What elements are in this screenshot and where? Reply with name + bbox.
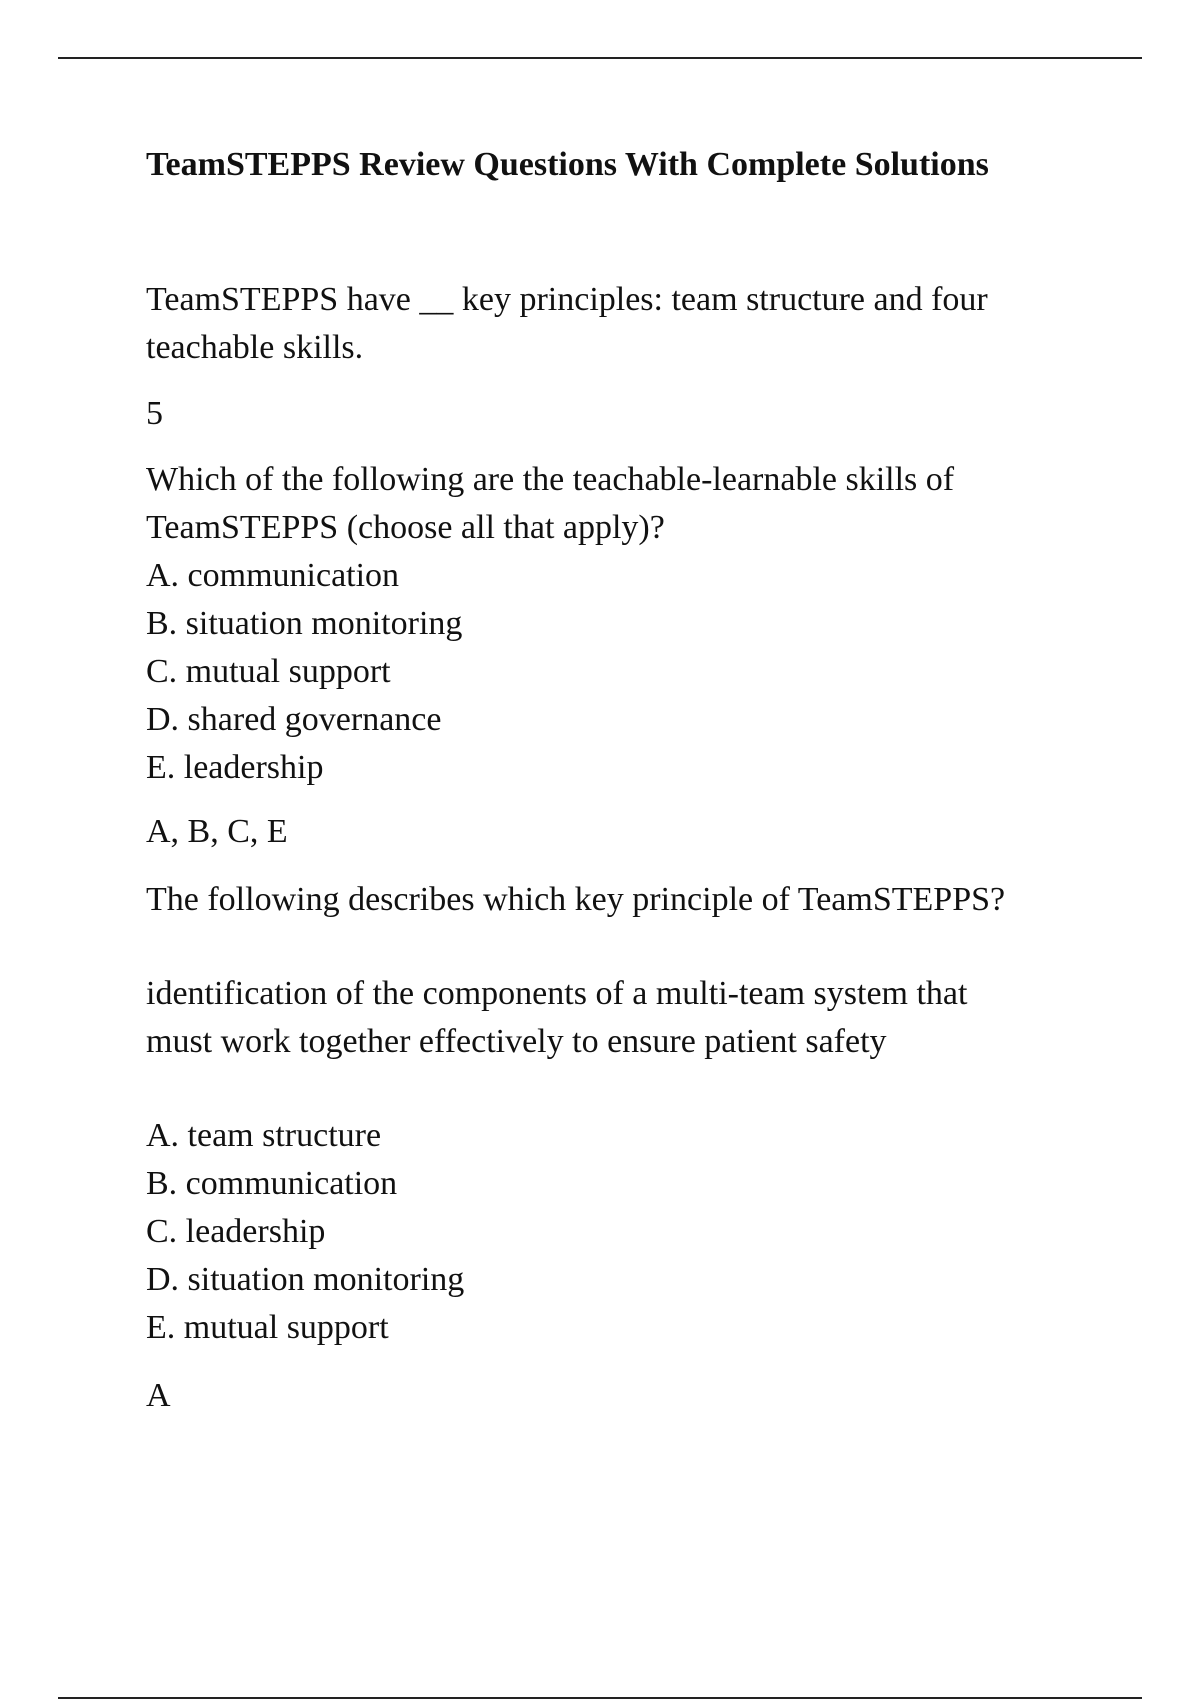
question-3-prompt-line-1: The following describes which key principle of TeamSTEPPS? xyxy=(146,881,1006,918)
top-divider xyxy=(58,57,1142,59)
question-2-option-a: A. communication xyxy=(146,557,400,594)
document-body xyxy=(146,144,1086,1420)
question-1 xyxy=(146,276,1086,438)
question-3 xyxy=(146,876,1086,1420)
question-3-option-a: A. team structure xyxy=(146,1117,382,1154)
question-2-prompt-line-2: TeamSTEPPS (choose all that apply)? xyxy=(146,509,665,546)
question-3-answer: A xyxy=(146,1377,171,1414)
question-3-option-b: B. communication xyxy=(146,1165,398,1202)
question-3-option-d: D. situation monitoring xyxy=(146,1261,465,1298)
question-3-option-e: E. mutual support xyxy=(146,1309,389,1346)
question-3-detail xyxy=(146,970,1086,1066)
question-3-detail-line-1: identification of the components of a multi-team system that xyxy=(146,975,968,1012)
question-1-prompt-line-2: teachable skills. xyxy=(146,329,364,366)
question-3-detail-line-2: must work together effectively to ensure patient safety xyxy=(146,1023,887,1060)
question-2-prompt-line-1: Which of the following are the teachable-learnable skills of xyxy=(146,461,955,498)
question-2 xyxy=(146,456,1086,856)
question-3-options xyxy=(146,1112,1086,1352)
question-2-option-b: B. situation monitoring xyxy=(146,605,463,642)
question-2-answer: A, B, C, E xyxy=(146,813,288,850)
question-2-option-d: D. shared governance xyxy=(146,701,442,738)
question-2-option-e: E. leadership xyxy=(146,749,324,786)
question-1-prompt-line-1: TeamSTEPPS have __ key principles: team structure and four xyxy=(146,281,988,318)
question-2-options xyxy=(146,552,1086,792)
question-2-option-c: C. mutual support xyxy=(146,653,391,690)
question-3-option-c: C. leadership xyxy=(146,1213,326,1250)
bottom-divider xyxy=(58,1697,1142,1699)
question-1-answer: 5 xyxy=(146,395,163,432)
document-title: TeamSTEPPS Review Questions With Complete Solutions xyxy=(146,146,989,183)
